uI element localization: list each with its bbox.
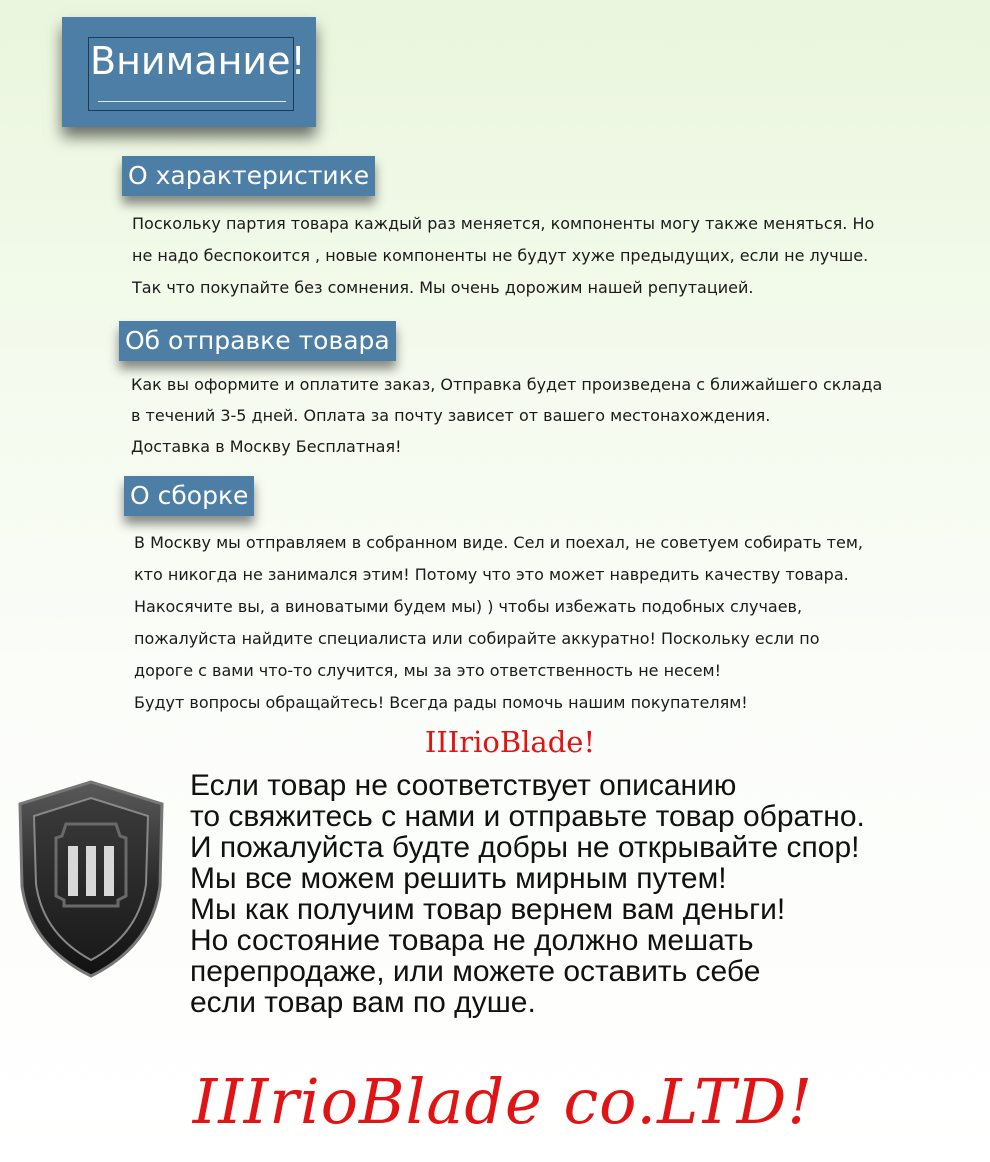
- text-line: кто никогда не занимался этим! Потому что это может навредить качеству товара.: [134, 565, 849, 584]
- shield-logo-icon: [12, 776, 170, 980]
- notice-line: то свяжитесь с нами и отправьте товар обратно.: [190, 800, 865, 833]
- brand-name-small: IIIrioBlade!: [424, 725, 596, 759]
- section-body-shipping: [131, 369, 882, 462]
- text-line: В Москву мы отправляем в собранном виде. Сел и поехал, не советуем собирать тем,: [134, 533, 863, 552]
- text-line: в течений 3-5 дней. Оплата за почту зависет от вашего местонахождения.: [131, 406, 771, 425]
- return-notice: [190, 770, 865, 1018]
- text-line: Как вы оформите и оплатите заказ, Отправка будет произведена с ближайшего склада: [131, 375, 883, 394]
- notice-line: Но состояние товара не должно мешать: [190, 924, 754, 957]
- title-underline: [98, 101, 286, 102]
- text-line: Поскольку партия товара каждый раз меняется, компоненты могу также меняться. Но: [132, 214, 875, 233]
- notice-line: Мы как получим товар вернем вам деньги!: [190, 893, 786, 926]
- notice-line: Если товар не соответствует описанию: [190, 769, 737, 802]
- section-heading-characteristics: О характеристике: [122, 156, 375, 196]
- text-line: Доставка в Москву Бесплатная!: [131, 437, 402, 456]
- text-line: Будут вопросы обращайтесь! Всегда рады помочь нашим покупателям!: [134, 693, 748, 712]
- notice-line: И пожалуйста будте добры не открывайте спор!: [190, 831, 860, 864]
- attention-banner: [62, 17, 316, 127]
- text-line: дороге с вами что-то случится, мы за это ответственность не несем!: [134, 661, 722, 680]
- section-body-characteristics: [132, 208, 874, 304]
- text-line: пожалуйста найдите специалиста или собирайте аккуратно! Поскольку если по: [134, 629, 820, 648]
- section-body-assembly: [134, 527, 863, 719]
- notice-line: Мы все можем решить мирным путем!: [190, 862, 727, 895]
- brand-name-large: IIIrioBlade co.LTD!: [192, 1065, 814, 1138]
- text-line: Накосячите вы, а виноватыми будем мы) ) чтобы избежать подобных случаев,: [134, 597, 803, 616]
- text-line: не надо беспокоится , новые компоненты не будут хуже предыдущих, если не лучше.: [132, 246, 869, 265]
- notice-line: если товар вам по душе.: [190, 986, 536, 1019]
- page-title: Внимание!: [90, 39, 306, 83]
- section-heading-shipping: Об отправке товара: [119, 321, 396, 361]
- text-line: Так что покупайте без сомнения. Мы очень дорожим нашей репутацией.: [132, 278, 754, 297]
- notice-line: перепродаже, или можете оставить себе: [190, 955, 761, 988]
- section-heading-assembly: О сборке: [124, 476, 254, 516]
